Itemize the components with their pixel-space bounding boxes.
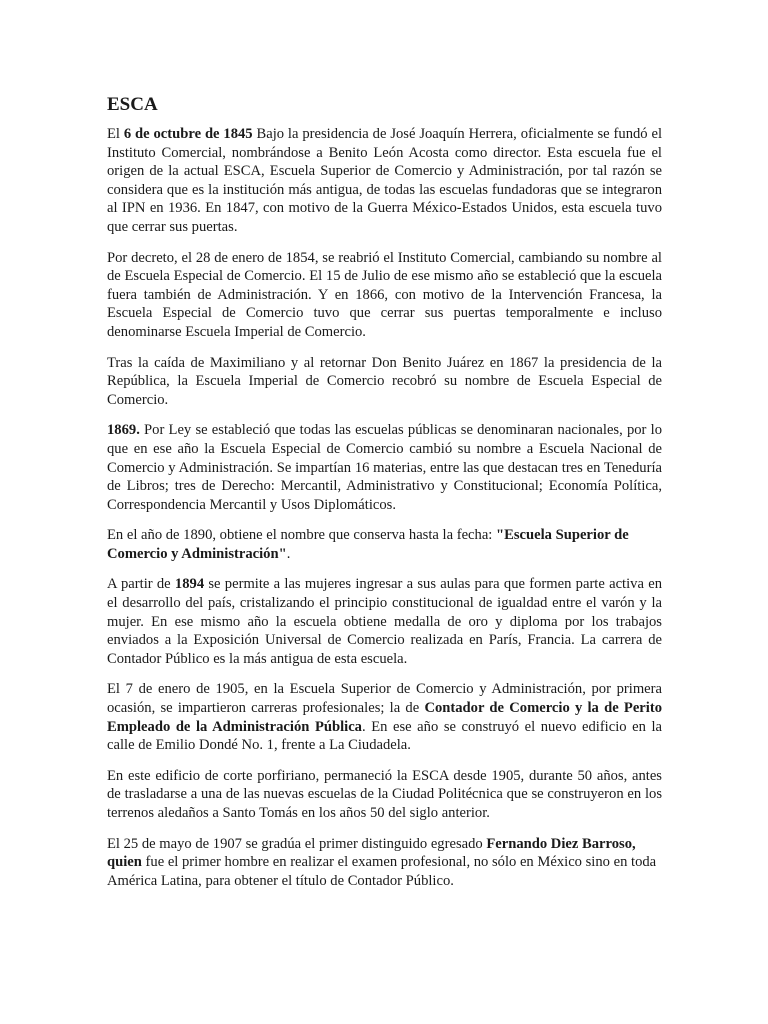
text-run: Bajo la presidencia de José Joaquín Herrera, oficialmente se fundó el Instituto Comercial, nombrándose a Benito León Acosta como director. Esta escuela fue el origen de la actual ESCA, Escuela Superior de Comercio y Administración, por tal razón se considera que es la institución más antigua, de todas las escuelas fundadoras que se integraron al IPN en 1936. En 1847, con motivo de la Guerra México-Estados Unidos, esta escuela tuvo que cerrar sus puertas. (107, 126, 662, 235)
paragraph-2 (107, 249, 662, 342)
paragraph-8 (107, 767, 662, 823)
text-run: se permite a las mujeres ingresar a sus aulas para que formen parte activa en el desarrollo del país, cristalizando el principio constitucional de igualdad entre el varón y la mujer. En ese mismo año la escuela obtiene medalla de oro y diploma por los trabajos enviados a la Exposición Universal de Comercio realizada en París, Francia. La carrera de Contador Público es la más antigua de esta escuela. (107, 576, 662, 667)
text-run: . (286, 545, 291, 562)
text-run: En este edificio de corte porfiriano, permaneció la ESCA desde 1905, durante 50 años, antes de trasladarse a una de las nuevas escuelas de la Ciudad Politécnica que se construyeron en los terrenos aledaños a Santo Tomás en los años 50 del siglo anterior. (107, 767, 662, 821)
text-run-bold: 1869. (107, 422, 140, 439)
paragraph-4 (107, 421, 662, 514)
text-run-bold: "Escuela Superior de Comercio y Administración" (107, 527, 629, 562)
text-run-bold: Contador de Comercio y la de Perito Empleado de la Administración Pública (107, 700, 662, 735)
text-run: En el año de 1890, obtiene el nombre que conserva hasta la fecha: (107, 527, 497, 544)
text-run: El 7 de enero de 1905, en la Escuela Superior de Comercio y Administración, por primera ocasión, se impartieron carreras profesionales; la de (107, 681, 662, 717)
text-run: El (107, 126, 124, 142)
document-title: ESCA (107, 94, 158, 115)
text-run: Por Ley se estableció que todas las escuelas públicas se denominaran nacionales, por lo que en ese año la Escuela Especial de Comercio cambió su nombre a Escuela Nacional de Comercio y Administración. Se impartían 16 materias, entre las que destacan tres en Teneduría de Libros; tres de Derecho: Mercantil, Administrativo y Constitucional; Economía Política, Correspondencia Mercantil y Usos Diplomáticos. (107, 422, 662, 513)
text-run: A partir de (107, 576, 175, 593)
text-run: . En ese año se construyó el nuevo edificio en la calle de Emilio Dondé No. 1, frente a La Ciudadela. (107, 718, 662, 754)
document-page (107, 94, 662, 902)
text-run-bold: Fernando Diez Barroso, quien (107, 835, 636, 871)
paragraph-5 (107, 526, 662, 563)
text-run: Por decreto, el 28 de enero de 1854, se reabrió el Instituto Comercial, cambiando su nombre al de Escuela Especial de Comercio. El 15 de Julio de ese mismo año se estableció que la escuela fuera también de Administración. Y en 1866, con motivo de la Intervención Francesa, la Escuela Especial de Comercio tuvo que cerrar sus puertas temporalmente e incluso denominarse Escuela Imperial de Comercio. (107, 249, 662, 340)
text-run: fue el primer hombre en realizar el examen profesional, no sólo en México sino en toda América Latina, para obtener el título de Contador Público. (107, 854, 657, 889)
paragraph-7 (107, 680, 662, 754)
paragraph-9 (107, 835, 662, 891)
text-run-bold: 6 de octubre de 1845 (123, 126, 253, 142)
paragraph-3 (107, 354, 662, 410)
text-run: El 25 de mayo de 1907 se gradúa el primer distinguido egresado (107, 835, 487, 852)
paragraph-6 (107, 575, 662, 668)
paragraph-1 (107, 125, 662, 237)
text-run-bold: 1894 (174, 576, 205, 593)
text-run: Tras la caída de Maximiliano y al retornar Don Benito Juárez en 1867 la presidencia de la República, la Escuela Imperial de Comercio recobró su nombre de Escuela Especial de Comercio. (107, 354, 662, 408)
